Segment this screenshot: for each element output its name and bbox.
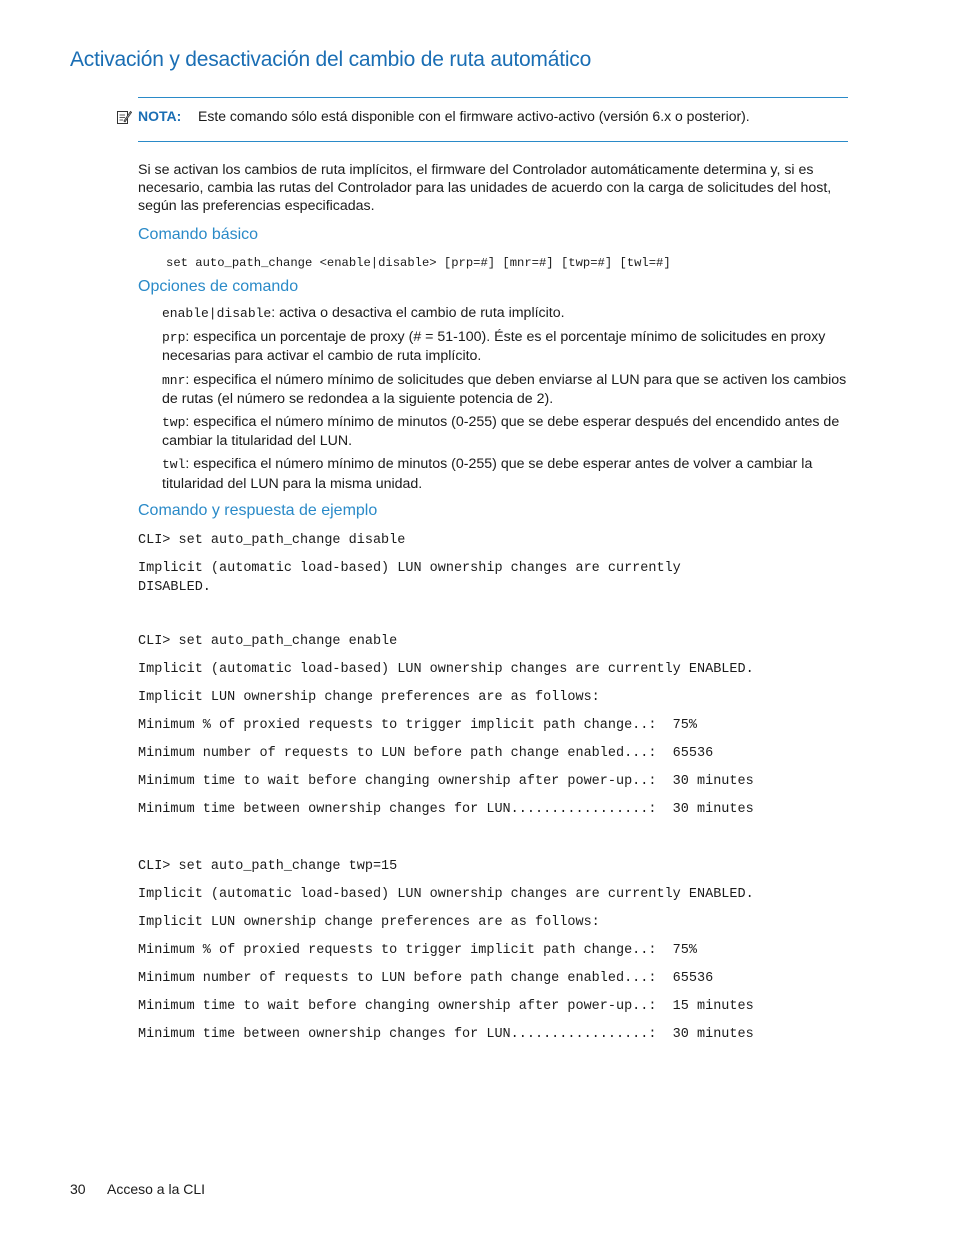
cli-line: Minimum % of proxied requests to trigger implicit path change..: 75% xyxy=(138,718,697,733)
option-desc: : especifica el número mínimo de minutos (0-255) que se debe esperar antes de volver a cambiar la titularidad del LUN para la misma unidad. xyxy=(162,456,813,492)
cli-line: CLI> set auto_path_change twp=15 xyxy=(138,859,398,874)
cli-line: Minimum time to wait before changing ownership after power-up..: 15 minutes xyxy=(138,999,754,1014)
note-pencil-icon xyxy=(116,109,132,125)
cli-line: Minimum time between ownership changes for LUN.................: 30 minutes xyxy=(138,1027,754,1042)
note-label: NOTA: xyxy=(138,108,182,124)
option-name: twl xyxy=(162,457,186,473)
option-prp xyxy=(162,328,850,365)
basic-command-heading: Comando básico xyxy=(138,226,259,243)
option-desc: : activa o desactiva el cambio de ruta implícito. xyxy=(271,305,565,321)
cli-line: CLI> set auto_path_change disable xyxy=(138,533,406,548)
page-number: 30 xyxy=(70,1181,86,1197)
example-heading: Comando y respuesta de ejemplo xyxy=(138,502,378,519)
cli-line: Minimum number of requests to LUN before path change enabled...: 65536 xyxy=(138,971,714,986)
option-name: twp xyxy=(162,415,186,431)
page-title: Activación y desactivación del cambio de ruta automático xyxy=(70,48,592,71)
cli-line: Minimum time to wait before changing ownership after power-up..: 30 minutes xyxy=(138,774,754,789)
cli-line: Minimum % of proxied requests to trigger implicit path change..: 75% xyxy=(138,943,697,958)
option-twl xyxy=(162,455,850,492)
option-twp xyxy=(162,413,850,450)
note-top-rule xyxy=(138,97,848,98)
cli-line: Minimum time between ownership changes for LUN.................: 30 minutes xyxy=(138,802,754,817)
cli-line: Implicit LUN ownership change preferences are as follows: xyxy=(138,690,600,705)
cli-line: CLI> set auto_path_change enable xyxy=(138,634,398,649)
option-desc: : especifica un porcentaje de proxy (# = 51-100). Éste es el porcentaje mínimo de solicitudes en proxy necesarias para activar el cambio de ruta implícito. xyxy=(162,329,826,365)
note-text: Este comando sólo está disponible con el firmware activo-activo (versión 6.x o posterior). xyxy=(198,108,750,124)
cli-line: Implicit (automatic load-based) LUN ownership changes are currently DISABLED. xyxy=(138,561,681,595)
command-options-heading: Opciones de comando xyxy=(138,278,299,295)
options-list xyxy=(162,304,850,498)
basic-command-syntax: set auto_path_change <enable|disable> [prp=#] [mnr=#] [twp=#] [twl=#] xyxy=(166,256,671,270)
option-name: prp xyxy=(162,330,186,346)
option-name: enable|disable xyxy=(162,306,272,321)
cli-line: Minimum number of requests to LUN before path change enabled...: 65536 xyxy=(138,746,714,761)
cli-line: Implicit (automatic load-based) LUN ownership changes are currently ENABLED. xyxy=(138,662,754,677)
cli-line: Implicit LUN ownership change preferences are as follows: xyxy=(138,915,600,930)
intro-paragraph: Si se activan los cambios de ruta implícitos, el firmware del Controlador automáticamente determina y, si es necesario, cambia las rutas del Controlador para las unidades de acuerdo con la carga de solicitudes del host, según las preferencias especificadas. xyxy=(138,162,832,215)
option-desc: : especifica el número mínimo de solicitudes que deben enviarse al LUN para que se activen los cambios de rutas (el número se redondea a la siguiente potencia de 2). xyxy=(162,371,847,407)
option-name: mnr xyxy=(162,372,186,388)
footer-section: Acceso a la CLI xyxy=(107,1181,206,1197)
note-bottom-rule xyxy=(138,141,848,142)
option-enable-disable xyxy=(162,304,850,323)
option-desc: : especifica el número mínimo de minutos (0-255) que se debe esperar después del encendido antes de cambiar la titularidad del LUN. xyxy=(162,414,840,450)
option-mnr xyxy=(162,371,850,408)
cli-line: Implicit (automatic load-based) LUN ownership changes are currently ENABLED. xyxy=(138,887,754,902)
